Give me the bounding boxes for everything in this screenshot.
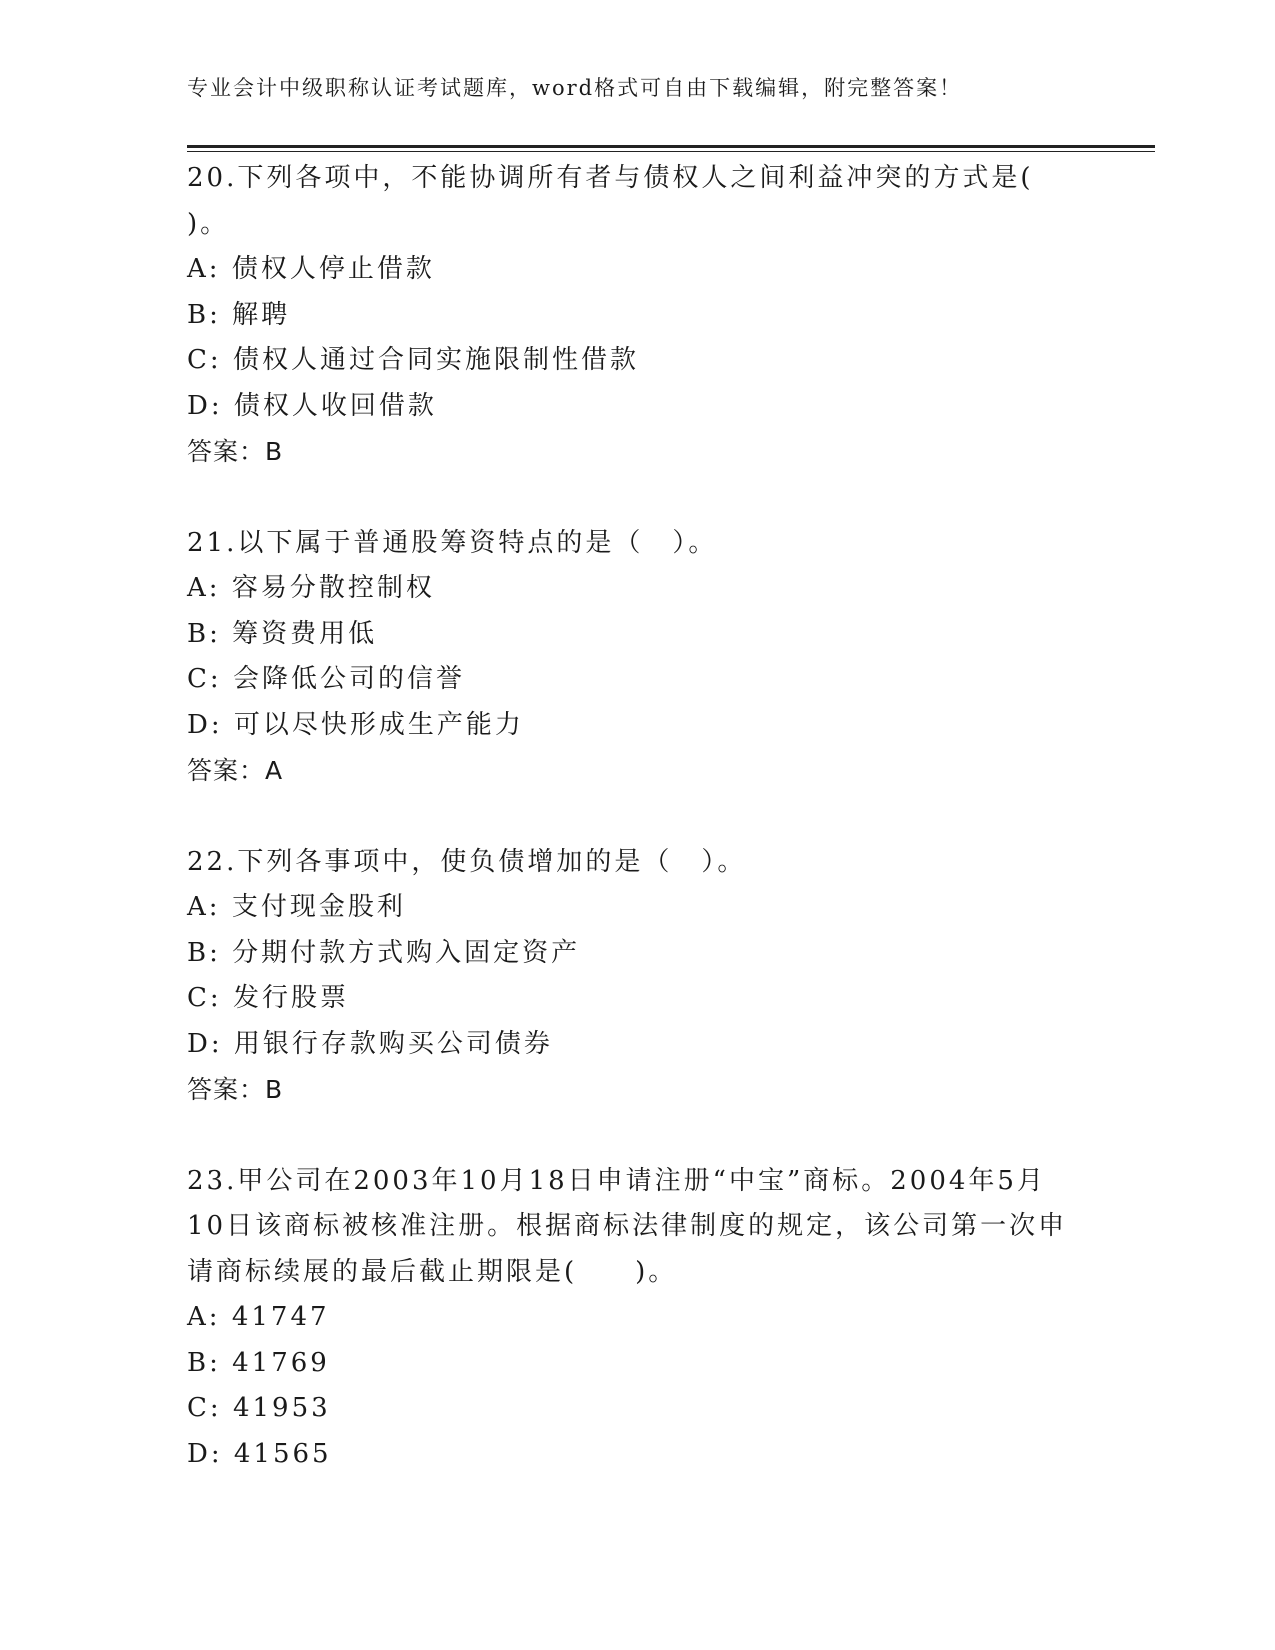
option-separator: : — [209, 345, 233, 375]
option-label: C — [187, 345, 210, 375]
question-stem: 21.以下属于普通股筹资特点的是（ ）。 — [187, 527, 718, 558]
option-separator: : — [209, 1347, 233, 1378]
option-c — [187, 338, 1077, 384]
option-label: D — [187, 390, 211, 421]
option-separator: : — [209, 299, 233, 330]
question-stem: 22.下列各事项中，使负债增加的是（ ）。 — [187, 846, 747, 877]
option-label: B — [187, 299, 210, 330]
option-label: A — [187, 573, 209, 603]
option-a — [187, 566, 1077, 612]
option-label: A — [187, 892, 209, 922]
option-text: 会降低公司的信誉 — [232, 664, 465, 694]
option-d — [187, 703, 1077, 749]
option-separator: : — [208, 254, 232, 284]
option-separator: : — [209, 937, 233, 968]
option-separator: : — [210, 709, 234, 740]
option-a — [187, 1295, 1077, 1341]
option-d — [187, 1022, 1077, 1068]
option-c — [187, 657, 1077, 703]
option-text: 可以尽快形成生产能力 — [233, 709, 524, 740]
option-text: 41769 — [232, 1347, 330, 1378]
option-text: 分期付款方式购入固定资产 — [232, 937, 581, 968]
header-divider-thin — [187, 151, 1155, 152]
option-d — [187, 1432, 1077, 1478]
page-header: 专业会计中级职称认证考试题库，word格式可自由下载编辑，附完整答案！ — [187, 76, 963, 100]
option-text: 债权人收回借款 — [233, 390, 437, 421]
option-separator: : — [209, 983, 233, 1013]
option-label: D — [187, 1438, 211, 1469]
option-label: C — [187, 664, 210, 694]
option-separator: : — [210, 390, 234, 421]
option-text: 筹资费用低 — [232, 618, 378, 649]
option-b — [187, 612, 1077, 658]
option-separator: : — [209, 1393, 233, 1423]
option-separator: : — [208, 892, 232, 922]
option-label: D — [187, 709, 211, 740]
question-stem: 请商标续展的最后截止期限是( )。 — [187, 1256, 678, 1287]
question-list — [187, 156, 1077, 1523]
option-text: 债权人通过合同实施限制性借款 — [232, 345, 639, 375]
option-d — [187, 384, 1077, 430]
option-separator: : — [208, 573, 232, 603]
option-separator: : — [209, 664, 233, 694]
option-text: 容易分散控制权 — [231, 573, 435, 603]
option-text: 41565 — [233, 1438, 332, 1469]
option-text: 41747 — [231, 1302, 330, 1332]
option-b — [187, 293, 1077, 339]
option-label: C — [187, 983, 210, 1013]
question-stem: 23.甲公司在2003年10月18日申请注册“中宝”商标。2004年5月 — [187, 1165, 1046, 1196]
option-b — [187, 931, 1077, 977]
question-23 — [187, 1159, 1077, 1478]
option-separator: : — [210, 1028, 234, 1059]
option-label: B — [187, 1347, 210, 1378]
question-21 — [187, 521, 1077, 794]
answer: 答案：A — [187, 756, 284, 785]
option-a — [187, 247, 1077, 293]
option-b — [187, 1341, 1077, 1387]
question-stem: )。 — [187, 208, 230, 239]
option-c — [187, 1386, 1077, 1432]
question-stem: 20.下列各项中，不能协调所有者与债权人之间利益冲突的方式是( — [187, 163, 1034, 193]
option-label: B — [187, 937, 210, 968]
option-text: 债权人停止借款 — [231, 254, 435, 284]
question-22 — [187, 840, 1077, 1113]
option-separator: : — [208, 1302, 232, 1332]
option-text: 支付现金股利 — [231, 892, 406, 922]
question-20 — [187, 156, 1077, 475]
option-separator: : — [210, 1438, 234, 1469]
option-label: D — [187, 1028, 211, 1059]
option-text: 解聘 — [232, 299, 291, 330]
option-c — [187, 976, 1077, 1022]
option-label: C — [187, 1393, 210, 1423]
header-divider-thick — [187, 145, 1155, 148]
option-separator: : — [209, 618, 233, 649]
option-a — [187, 885, 1077, 931]
option-text: 41953 — [232, 1393, 331, 1423]
option-text: 用银行存款购买公司债券 — [233, 1028, 553, 1059]
option-label: A — [187, 1302, 209, 1332]
answer: 答案：B — [187, 1075, 284, 1104]
option-label: A — [187, 254, 209, 284]
answer: 答案：B — [187, 437, 284, 466]
option-text: 发行股票 — [232, 983, 349, 1013]
question-stem: 10日该商标被核准注册。根据商标法律制度的规定，该公司第一次申 — [187, 1211, 1068, 1241]
option-label: B — [187, 618, 210, 649]
